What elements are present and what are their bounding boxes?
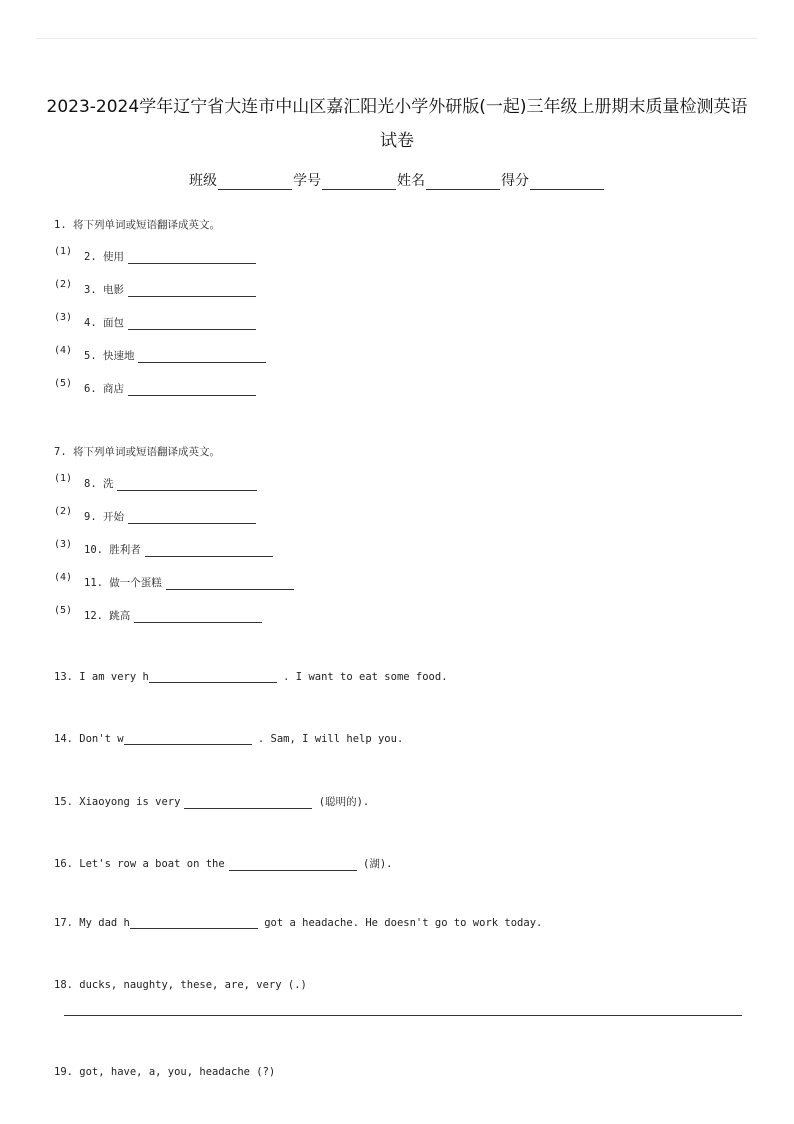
class-blank[interactable] xyxy=(218,175,292,190)
q7-heading: 7. 将下列单词或短语翻译成英文。 xyxy=(54,446,220,458)
answer-blank[interactable] xyxy=(128,285,256,297)
q18: 18. ducks, naughty, these, are, very (.) xyxy=(54,979,307,991)
q7-item xyxy=(54,506,256,524)
answer-blank[interactable] xyxy=(166,578,294,590)
answer-blank[interactable] xyxy=(130,917,258,929)
q7-item xyxy=(54,605,262,623)
q1-item-text: 3. 电影 xyxy=(84,284,124,296)
answer-blank[interactable] xyxy=(229,859,357,871)
answer-blank[interactable] xyxy=(138,351,266,363)
q1-item-num: (5) xyxy=(54,378,73,389)
q14-after: . Sam, I will help you. xyxy=(257,733,404,745)
student-info-row xyxy=(0,170,794,190)
q13-after: . I want to eat some food. xyxy=(283,671,448,683)
q1-item-text: 5. 快速地 xyxy=(84,350,135,362)
q14 xyxy=(54,733,403,745)
q16 xyxy=(54,856,392,871)
q13 xyxy=(54,671,448,683)
q15 xyxy=(54,794,369,809)
q17-before: 17. My dad h xyxy=(54,917,130,929)
q13-before: 13. I am very h xyxy=(54,671,149,683)
q1-item xyxy=(54,345,266,363)
answer-blank[interactable] xyxy=(128,318,256,330)
answer-blank[interactable] xyxy=(124,733,252,745)
name-label: 姓名 xyxy=(397,173,425,189)
top-divider xyxy=(36,38,758,39)
q1-item-num: (3) xyxy=(54,312,73,323)
score-blank[interactable] xyxy=(530,175,604,190)
q1-item-text: 4. 面包 xyxy=(84,317,124,329)
q7-item xyxy=(54,539,273,557)
q7-item-text: 10. 胜利者 xyxy=(84,544,141,556)
q15-after: (聪明的). xyxy=(318,796,370,808)
q18-answer-line[interactable] xyxy=(64,1015,742,1016)
q1-item xyxy=(54,279,256,297)
q7-item-num: (2) xyxy=(54,506,73,517)
q1-item-num: (4) xyxy=(54,345,73,356)
q7-item-num: (3) xyxy=(54,539,73,550)
q17 xyxy=(54,917,542,929)
q14-before: 14. Don't w xyxy=(54,733,124,745)
q7-item-num: (5) xyxy=(54,605,73,616)
q1-item-text: 2. 使用 xyxy=(84,251,124,263)
q7-item-text: 8. 洗 xyxy=(84,478,114,490)
answer-blank[interactable] xyxy=(117,479,257,491)
q1-item-text: 6. 商店 xyxy=(84,383,124,395)
q1-item xyxy=(54,246,256,264)
q1-item xyxy=(54,312,256,330)
q17-after: got a headache. He doesn't go to work today. xyxy=(264,917,543,929)
answer-blank[interactable] xyxy=(149,671,277,683)
q16-before: 16. Let's row a boat on the xyxy=(54,858,225,870)
answer-blank[interactable] xyxy=(145,545,273,557)
answer-blank[interactable] xyxy=(128,512,256,524)
answer-blank[interactable] xyxy=(128,384,256,396)
q1-item-num: (1) xyxy=(54,246,73,257)
score-label: 得分 xyxy=(501,173,529,189)
q7-item xyxy=(54,572,294,590)
q7-item xyxy=(54,473,257,491)
answer-blank[interactable] xyxy=(184,797,312,809)
q15-before: 15. Xiaoyong is very xyxy=(54,796,181,808)
q7-item-num: (1) xyxy=(54,473,73,484)
answer-blank[interactable] xyxy=(134,611,262,623)
page-title: 2023-2024学年辽宁省大连市中山区嘉汇阳光小学外研版(一起)三年级上册期末质量检测英语试卷 xyxy=(46,97,748,151)
q19: 19. got, have, a, you, headache (?) xyxy=(54,1066,276,1078)
id-label: 学号 xyxy=(293,173,321,189)
class-label: 班级 xyxy=(189,173,217,189)
q7-item-text: 11. 做一个蛋糕 xyxy=(84,577,162,589)
q1-item-num: (2) xyxy=(54,279,73,290)
name-blank[interactable] xyxy=(426,175,500,190)
q16-after: (湖). xyxy=(363,858,393,870)
q1-heading: 1. 将下列单词或短语翻译成英文。 xyxy=(54,219,220,231)
q7-item-text: 12. 跳高 xyxy=(84,610,131,622)
q1-item xyxy=(54,378,256,396)
q7-item-text: 9. 开始 xyxy=(84,511,124,523)
q7-item-num: (4) xyxy=(54,572,73,583)
answer-blank[interactable] xyxy=(128,252,256,264)
id-blank[interactable] xyxy=(322,175,396,190)
